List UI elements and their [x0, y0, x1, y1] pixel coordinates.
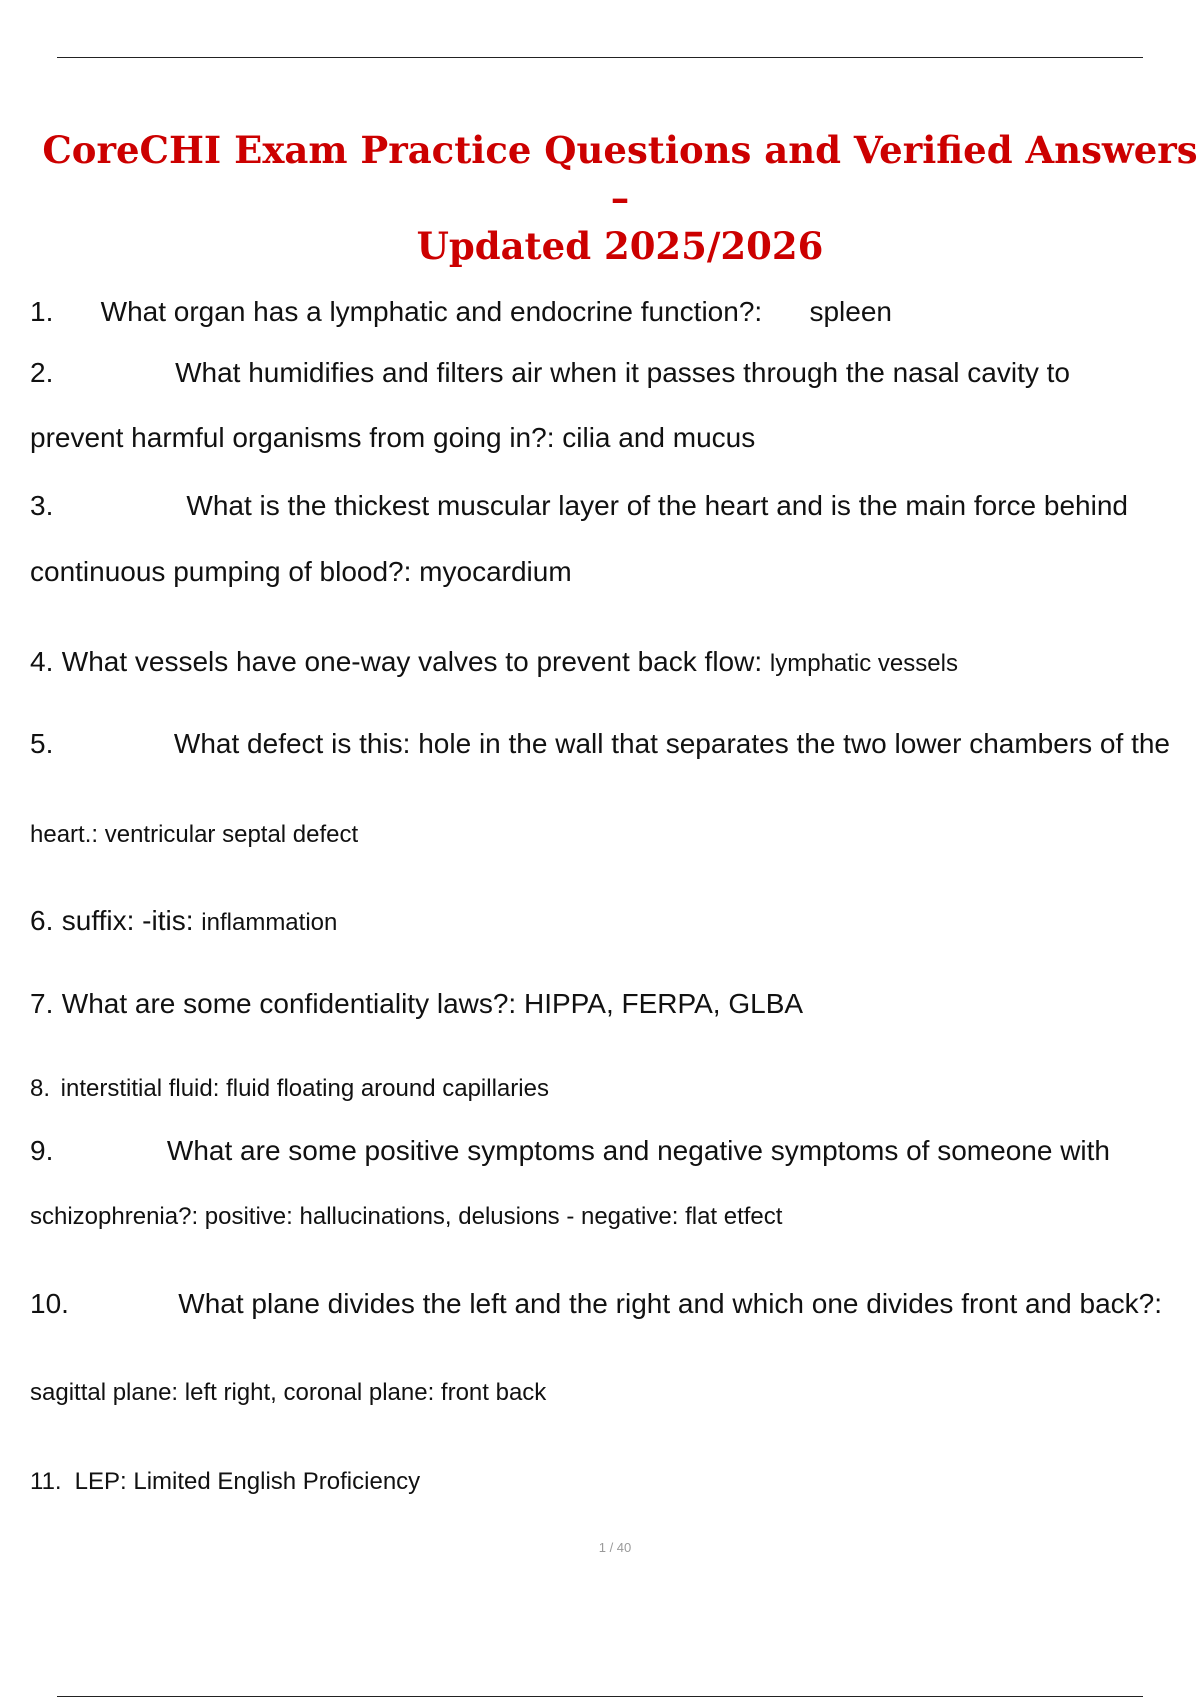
- question-text: What humidifies and filters air when it passes through the nasal cavity to: [175, 357, 1070, 388]
- question-text: suffix: -itis:: [61, 905, 194, 936]
- question-5: [30, 727, 1170, 761]
- question-number: 8.: [30, 1075, 51, 1102]
- answer-text: HIPPA, FERPA, GLBA: [524, 988, 804, 1019]
- question-number: 2.: [30, 357, 54, 388]
- answer-text: inflammation: [201, 909, 338, 936]
- question-10-answer: [30, 1376, 546, 1410]
- question-6: [30, 904, 337, 940]
- bottom-rule: [57, 1696, 1143, 1697]
- question-8: [30, 1072, 549, 1106]
- question-text-continued: schizophrenia?:: [30, 1203, 199, 1230]
- question-number: 4.: [30, 646, 54, 677]
- question-number: 1.: [30, 296, 54, 327]
- question-9: [30, 1134, 1110, 1168]
- answer-text: myocardium: [419, 556, 572, 587]
- question-3: [30, 489, 1128, 523]
- question-number: 10.: [30, 1288, 69, 1319]
- answer-text: lymphatic vessels: [769, 650, 958, 677]
- question-4: [30, 645, 958, 681]
- question-5-continued: [30, 818, 358, 852]
- question-7: [30, 987, 803, 1021]
- question-text: What are some positive symptoms and negative symptoms of someone with: [166, 1135, 1110, 1166]
- title-line-2: Updated 2025/2026: [416, 224, 824, 268]
- answer-text: cilia and mucus: [562, 422, 756, 453]
- question-9-continued: [30, 1200, 782, 1234]
- question-number: 6.: [30, 905, 54, 936]
- question-text: What plane divides the left and the right and which one divides front and back?:: [178, 1288, 1162, 1319]
- top-rule: [57, 57, 1143, 58]
- question-text-continued: continuous pumping of blood?:: [30, 556, 412, 587]
- question-number: 7.: [30, 988, 54, 1019]
- question-3-continued: [30, 555, 572, 589]
- question-2: [30, 356, 1070, 390]
- question-text: LEP:: [74, 1468, 127, 1495]
- page-indicator: 1 / 40: [598, 1540, 632, 1555]
- question-1: [30, 295, 892, 329]
- question-number: 3.: [30, 490, 54, 521]
- question-text-continued: heart.:: [30, 821, 99, 848]
- question-text: What are some confidentiality laws?:: [61, 988, 517, 1019]
- title-line-1: CoreCHI Exam Practice Questions and Verified Answers –: [42, 128, 1198, 220]
- question-number: 11.: [30, 1468, 62, 1495]
- answer-text: fluid floating around capillaries: [226, 1075, 549, 1102]
- question-2-continued: [30, 421, 755, 455]
- answer-text: spleen: [809, 296, 892, 327]
- document-title: [40, 126, 1200, 270]
- question-number: 5.: [30, 728, 54, 759]
- question-11: [30, 1465, 420, 1499]
- question-text: interstitial fluid:: [60, 1075, 220, 1102]
- question-text: What vessels have one-way valves to prevent back flow:: [61, 646, 763, 677]
- question-text: What defect is this: hole in the wall that separates the two lower chambers of the: [173, 728, 1170, 759]
- answer-text: ventricular septal defect: [104, 821, 359, 848]
- question-10: [30, 1287, 1162, 1321]
- question-text: What organ has a lymphatic and endocrine function?:: [100, 296, 763, 327]
- answer-text: Limited English Proficiency: [133, 1468, 421, 1495]
- question-text: What is the thickest muscular layer of the heart and is the main force behind: [186, 490, 1128, 521]
- answer-text: sagittal plane: left right, coronal plane: front back: [30, 1379, 547, 1406]
- answer-text: positive: hallucinations, delusions - negative: flat etfect: [204, 1203, 783, 1230]
- question-number: 9.: [30, 1135, 54, 1166]
- question-text-continued: prevent harmful organisms from going in?:: [30, 422, 555, 453]
